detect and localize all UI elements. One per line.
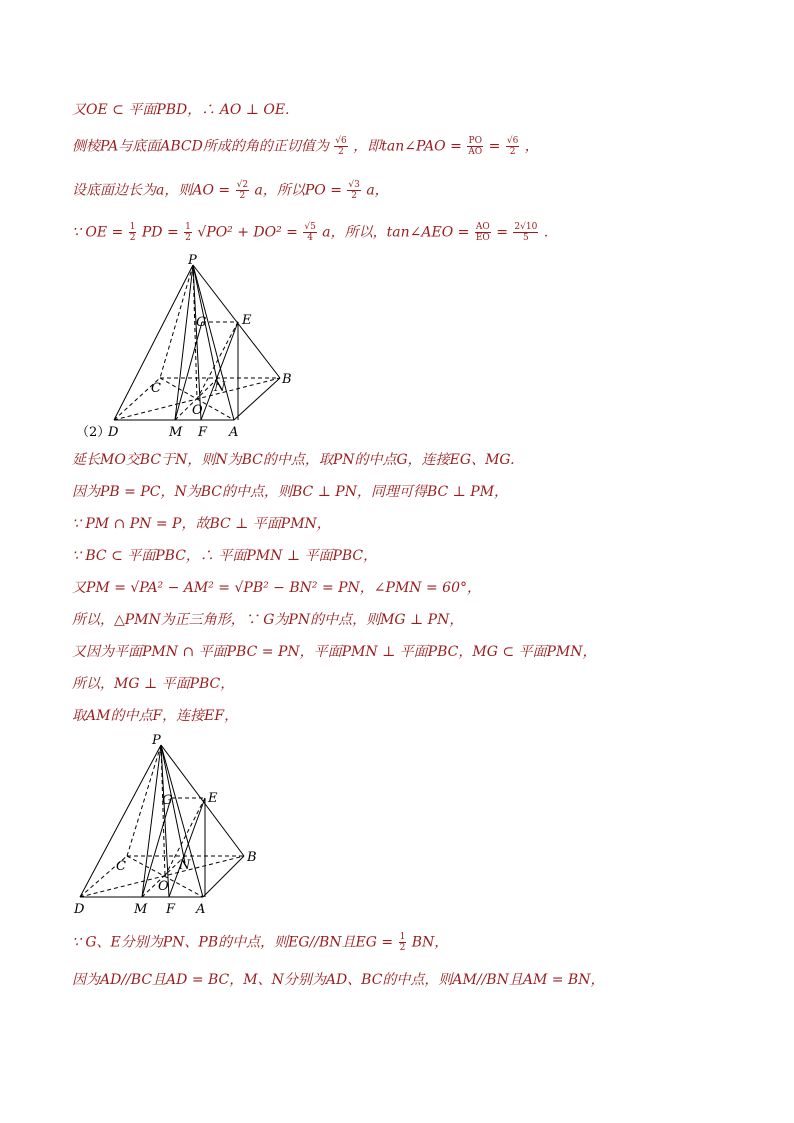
fraction-numerator: AO [475,222,490,232]
label-M: M [134,902,148,917]
fraction [334,136,347,157]
fraction-numerator: √6 [335,136,347,146]
label-A: A [229,425,239,440]
edge-PB [161,745,244,856]
solution-line-7: ∵ PM ∩ PN = P，故BC ⊥ 平面PMN， [72,516,331,532]
fraction-denominator: EO [475,233,490,243]
text-segment: ∵ OE = [72,224,124,241]
solution-line-10: 所以，△PMN为正三角形，∵ G为PN的中点，则MG ⊥ PN， [72,612,464,628]
fraction-denominator: 2 [185,233,191,243]
fraction-denominator: 2 [129,233,136,243]
label-G: G [196,315,207,330]
text-segment: √PO² + DO² = [197,224,298,241]
text-segment: 侧棱PA与底面ABCD所成的角的正切值为 [72,138,329,155]
label-B: B [282,372,292,387]
label-O: O [192,403,203,418]
text-segment: a，所以，tan∠AEO = [322,224,470,241]
label-D: D [108,425,119,440]
fraction [475,222,491,243]
fraction-numerator: 1 [185,222,191,232]
label-F: F [166,902,176,917]
segment-EF [201,322,238,420]
text-segment: 设底面边长为a，则AO = [72,182,231,199]
label-C: C [151,381,161,396]
edge-PF [193,265,201,420]
pyramid-figure-1 [72,252,312,442]
fraction-numerator: PO [468,136,482,146]
solution-line-11: 又因为平面PMN ∩ 平面PBC = PN，平面PMN ⊥ 平面PBC，MG ⊂ 平面PMN， [72,644,597,660]
fraction-denominator: 2 [509,147,516,157]
edge-AB [203,856,244,897]
fraction-denominator: AO [468,147,483,157]
fraction [347,180,360,201]
label-B: B [247,850,257,865]
text-segment: = [496,224,508,241]
edge-PC [160,265,193,378]
label-D: D [74,902,85,917]
fraction [129,222,137,243]
fraction [467,136,483,157]
text-segment: ∵ G、E分别为PN、PB的中点，则EG//BN且EG = [72,934,394,951]
fraction [506,136,519,157]
text-segment: BN， [411,934,449,951]
text-segment: ， [524,138,539,155]
fraction-denominator: 2 [338,147,344,157]
fraction [303,222,316,243]
solution-line-12: 所以，MG ⊥ 平面PBC， [72,676,235,692]
fraction-denominator: 2 [239,191,246,201]
pyramid-figure-2 [72,730,272,918]
solution-line-4 [72,222,548,243]
fraction-denominator: 2 [351,191,357,201]
fraction-numerator: √6 [506,136,519,146]
label-O: O [158,879,169,894]
solution-line-1: 又OE ⊂ 平面PBD，∴ AO ⊥ OE. [72,102,290,118]
label-G: G [162,793,173,808]
label-N: N [179,858,191,873]
fraction-denominator: 5 [523,233,529,243]
edge-PM [175,265,193,420]
fraction-denominator: 4 [307,233,313,243]
fraction [184,222,192,243]
text-segment: a， [366,182,389,199]
label-E: E [208,791,218,806]
fraction-numerator: √2 [236,180,249,190]
fraction [399,932,407,953]
solution-line-2 [72,136,539,157]
solution-line-3 [72,180,389,201]
fraction [236,180,249,201]
fraction-numerator: √5 [304,222,316,232]
solution-line-5: 延长MO交BC于N，则N为BC的中点，取PN的中点G，连接EG、MG. [72,452,515,468]
figure-caption: （2） [76,425,111,440]
text-segment: . [543,224,549,241]
fraction-denominator: 2 [399,943,406,953]
solution-line-9: 又PM = √PA² − AM² = √PB² − BN² = PN，∠PMN = 60°， [72,580,481,596]
label-C: C [116,859,126,874]
label-P: P [152,733,161,748]
label-F: F [198,425,208,440]
label-M: M [169,425,183,440]
text-segment: PD = [141,224,179,241]
label-P: P [188,253,197,268]
label-N: N [214,380,226,395]
text-segment: ，即tan∠PAO = [353,138,462,155]
solution-line-13: 取AM的中点F，连接EF， [72,708,239,724]
solution-line-15: 因为AD//BC且AD = BC，M、N分别为AD、BC的中点，则AM//BN且AM = BN， [72,972,605,988]
edge-PC [127,745,161,856]
label-A: A [196,902,206,917]
fraction-numerator: 2√10 [514,222,538,232]
solution-line-6: 因为PB = PC，N为BC的中点，则BC ⊥ PN，同理可得BC ⊥ PM， [72,484,509,500]
text-segment: = [488,138,501,155]
text-segment: a，所以PO = [254,182,342,199]
edge-PM [142,745,161,897]
solution-line-8: ∵ BC ⊂ 平面PBC，∴ 平面PMN ⊥ 平面PBC， [72,548,378,564]
fraction-numerator: 1 [129,222,136,232]
fraction-numerator: 1 [399,932,406,942]
fraction [513,222,538,243]
solution-line-14 [72,932,448,953]
fraction-numerator: √3 [348,180,360,190]
label-E: E [242,313,252,328]
edge-PA [193,265,234,420]
